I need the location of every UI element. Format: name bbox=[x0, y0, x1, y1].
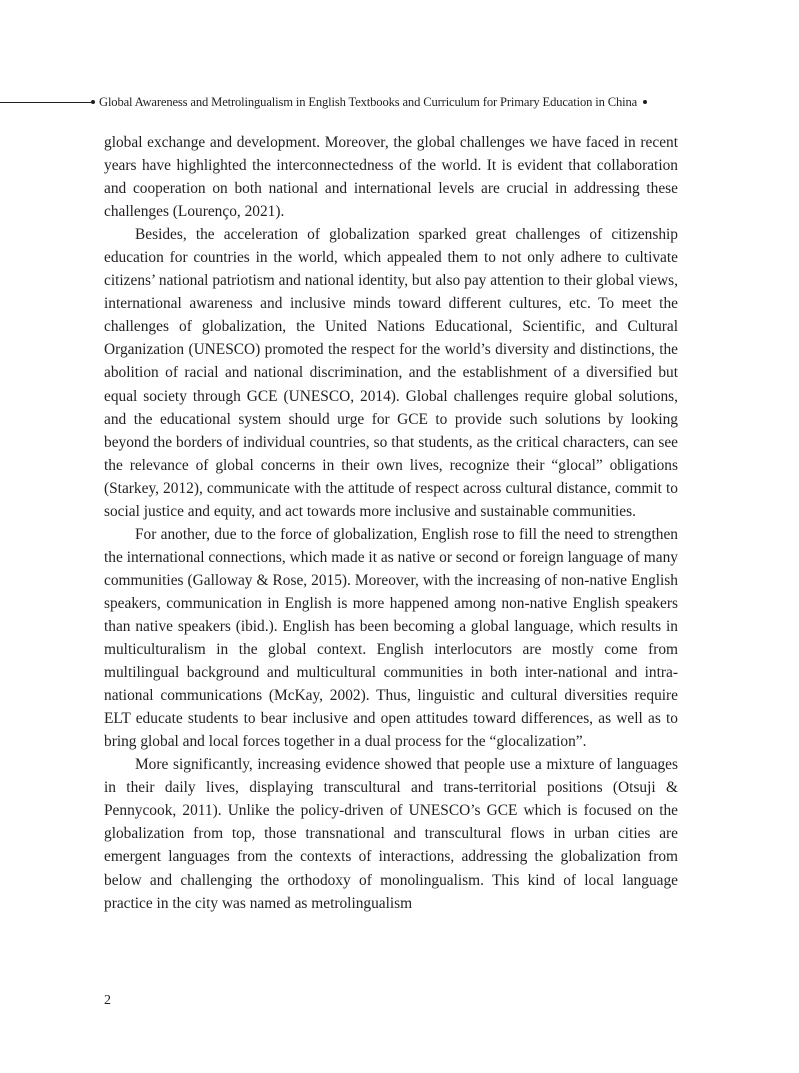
header-rule bbox=[0, 102, 91, 103]
paragraph-english-global: For another, due to the force of globalization, English rose to fill the need to strengthen the international connections, which made it as native or second or foreign language of many communities (Galloway & Rose, 2015). Moreover, with the increasing of non-native English speakers, communication in English is more happened among non-native English speakers than native speakers (ibid.). English has been becoming a global language, which results in multiculturalism in the global context. English interlocutors are mostly come from multilingual background and multicultural communities in both inter-national and intra-national communications (McKay, 2002). Thus, linguistic and cultural diversities require ELT educate students to bear inclusive and open attitudes toward differences, as well as to bring global and local forces together in a dual process for the “glocalization”. bbox=[104, 525, 678, 751]
body-text bbox=[104, 131, 678, 915]
page-number: 2 bbox=[104, 993, 111, 1008]
bullet-icon bbox=[643, 100, 647, 104]
paragraph-gce: Besides, the acceleration of globalization sparked great challenges of citizenship education for countries in the world, which appealed them to not only adhere to cultivate citizens’ national patriotism and national identity, but also pay attention to their global views, international awareness and inclusive minds toward different cultures, etc. To meet the challenges of globalization, the United Nations Educational, Scientific, and Cultural Organization (UNESCO) promoted the respect for the world’s diversity and distinctions, the abolition of racial and national discrimination, and the establishment of a diversified but equal society through GCE (UNESCO, 2014). Global challenges require global solutions, and the educational system should urge for GCE to provide such solutions by looking beyond the borders of individual countries, so that students, as the critical characters, can see the relevance of global concerns in their own lives, recognize their “glocal” obligations (Starkey, 2012), communicate with the attitude of respect across cultural distance, commit to social justice and equity, and act towards more inclusive and sustainable communities. bbox=[104, 226, 678, 520]
running-header bbox=[0, 93, 700, 111]
paragraph-continued: global exchange and development. Moreover, the global challenges we have faced in recent years have highlighted the interconnectedness of the world. It is evident that collaboration and cooperation on both national and international levels are crucial in addressing these challenges (Lourenço, 2021). bbox=[104, 134, 678, 221]
paragraph-metrolingualism: More significantly, increasing evidence showed that people use a mixture of languages in their daily lives, displaying transcultural and trans-territorial positions (Otsuji & Pennycook, 2011). Unlike the policy-driven of UNESCO’s GCE which is focused on the globalization from top, those transnational and transcultural flows in urban cities are emergent languages from the contexts of interactions, addressing the globalization from below and challenging the orthodoxy of monolingualism. This kind of local language practice in the city was named as metrolingualism bbox=[104, 756, 678, 912]
bullet-icon bbox=[91, 100, 95, 104]
running-title: Global Awareness and Metrolingualism in English Textbooks and Curriculum for Primary Education in China bbox=[99, 94, 638, 109]
